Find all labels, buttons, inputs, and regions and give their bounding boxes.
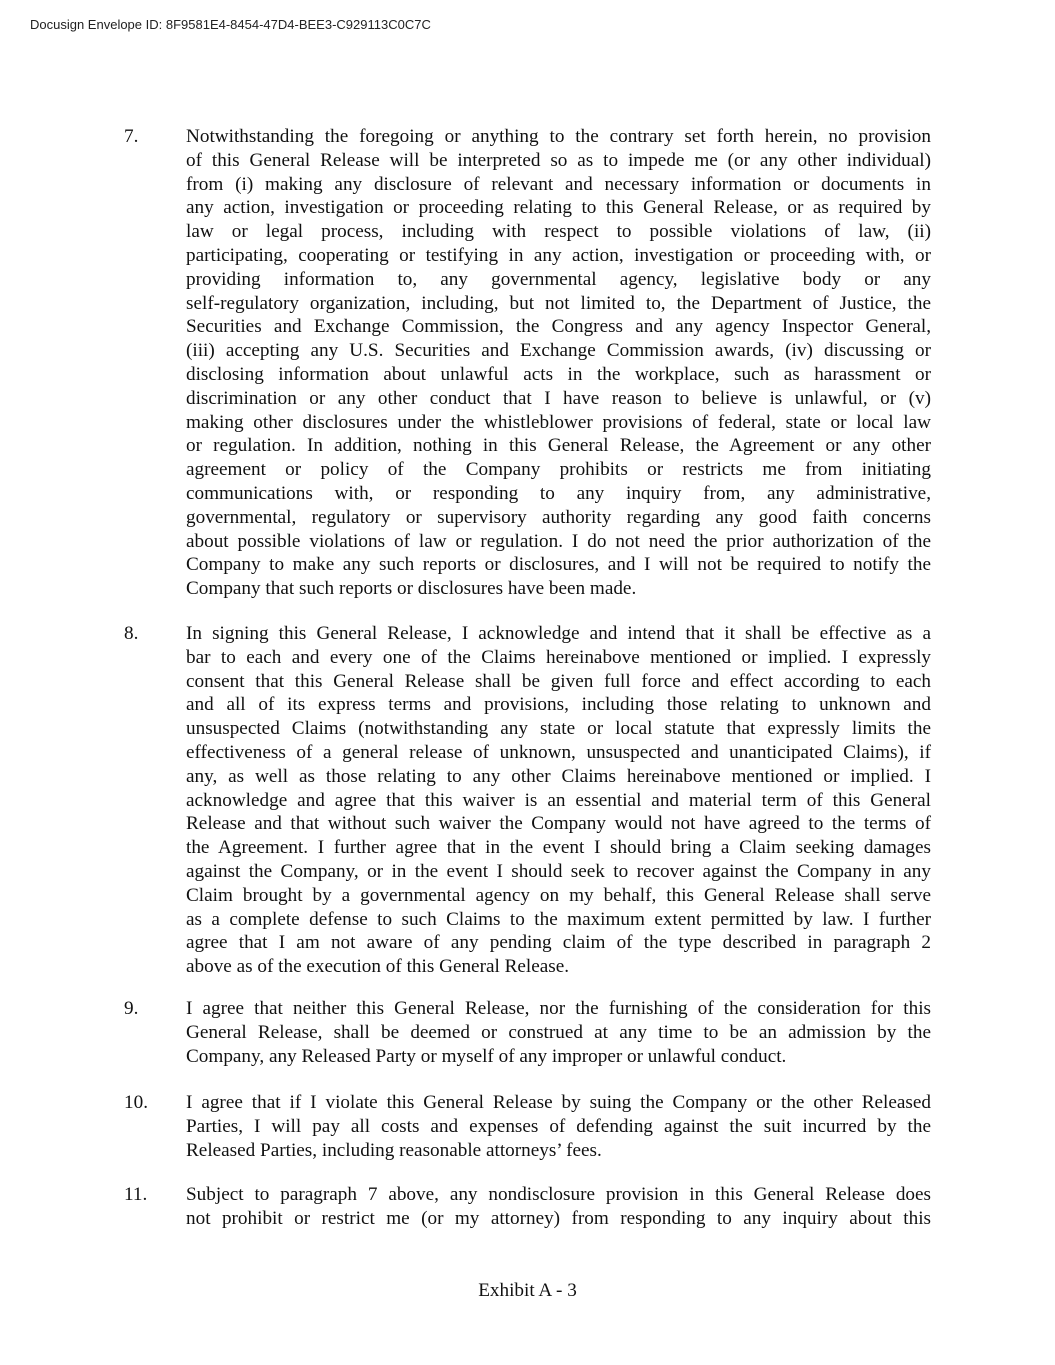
text-line [186, 506, 931, 530]
text-line [186, 836, 931, 860]
text-line-content: agree that I am not aware of any pending claim of the type described in paragraph 2 [186, 932, 931, 954]
text-line-content: from (i) making any disclosure of relevant and necessary information or documents in [186, 173, 931, 195]
text-line [186, 812, 931, 836]
paragraph-text [186, 622, 931, 979]
text-line-content: Company to make any such reports or disclosures, and I will not be required to notify the [186, 554, 931, 576]
text-line [186, 434, 931, 458]
text-line [186, 860, 931, 884]
text-line-content: Subject to paragraph 7 above, any nondisclosure provision in this General Release does [186, 1184, 931, 1205]
text-line [186, 622, 931, 646]
text-line [186, 765, 931, 789]
text-line-content: Securities and Exchange Commission, the Congress and any agency Inspector General, [186, 316, 931, 338]
text-line [186, 1207, 931, 1231]
text-line-content: self-regulatory organization, including, but not limited to, the Department of Justice, the [186, 292, 931, 314]
paragraph-number: 7. [124, 126, 139, 147]
text-line-content: participating, cooperating or testifying in any action, investigation or proceeding with, or [186, 244, 931, 266]
text-line [186, 997, 931, 1021]
text-line-content: consent that this General Release shall be given full force and effect according to each [186, 670, 931, 692]
text-line-content: Notwithstanding the foregoing or anything to the contrary set forth herein, no provision [186, 126, 931, 147]
text-line-content: effectiveness of a general release of unknown, unsuspected and unanticipated Claims), if [186, 741, 931, 763]
text-line [186, 884, 931, 908]
text-line-content: bar to each and every one of the Claims hereinabove mentioned or implied. I expressly [186, 646, 931, 668]
text-line-content: (iii) accepting any U.S. Securities and Exchange Commission awards, (iv) discussing or [186, 340, 931, 362]
text-line [186, 363, 931, 387]
paragraph-text [186, 997, 931, 1068]
paragraph-number: 11. [124, 1184, 148, 1205]
text-line [186, 482, 931, 506]
text-line [186, 458, 931, 482]
text-line [186, 268, 931, 292]
text-line-content: I agree that if I violate this General Release by suing the Company or the other Released [186, 1092, 931, 1113]
text-line-content: not prohibit or restrict me (or my attorney) from responding to any inquiry about this [186, 1207, 931, 1229]
text-line-content: communications with, or responding to any inquiry from, any administrative, [186, 482, 931, 504]
text-line [186, 670, 931, 694]
text-line-content: against the Company, or in the event I should seek to recover against the Company in any [186, 860, 931, 882]
text-line [186, 292, 931, 316]
paragraph-number: 8. [124, 623, 139, 644]
text-line [186, 693, 931, 717]
text-line [186, 411, 931, 435]
page-footer: Exhibit A - 3 [478, 1280, 577, 1301]
text-line [186, 1091, 931, 1115]
text-line [186, 125, 931, 149]
text-line-content: or regulation. In addition, nothing in this General Release, the Agreement or any other [186, 435, 931, 457]
text-line-content: Release and that without such waiver the Company would not have agreed to the terms of [186, 813, 931, 835]
text-line [186, 1045, 931, 1069]
text-line [186, 908, 931, 932]
text-line [186, 149, 931, 173]
text-line [186, 646, 931, 670]
text-line [186, 339, 931, 363]
text-line [186, 196, 931, 220]
text-line-content: Claim brought by a governmental agency on my behalf, this General Release shall serve [186, 884, 931, 906]
text-line [186, 244, 931, 268]
text-line [186, 387, 931, 411]
text-line-content: above as of the execution of this General Release. [186, 956, 570, 978]
text-line [186, 577, 931, 601]
text-line [186, 741, 931, 765]
text-line-content: governmental, regulatory or supervisory authority regarding any good faith concerns [186, 506, 931, 528]
text-line [186, 553, 931, 577]
text-line-content: any, as well as those relating to any other Claims hereinabove mentioned or implied. I [186, 765, 931, 787]
text-line-content: any action, investigation or proceeding relating to this General Release, or as required by [186, 197, 931, 219]
text-line-content: In signing this General Release, I acknowledge and intend that it shall be effective as a [186, 623, 931, 644]
text-line [186, 1115, 931, 1139]
text-line-content: discrimination or any other conduct that I have reason to believe is unlawful, or (v) [186, 387, 931, 409]
text-line-content: Company that such reports or disclosures have been made. [186, 578, 637, 600]
paragraph-text [186, 1091, 931, 1162]
text-line [186, 220, 931, 244]
text-line-content: acknowledge and agree that this waiver is an essential and material term of this General [186, 789, 931, 811]
docusign-envelope-id: Docusign Envelope ID: 8F9581E4-8454-47D4-BEE3-C929113C0C7C [30, 17, 431, 32]
paragraph-text [186, 125, 931, 601]
text-line [186, 173, 931, 197]
text-line [186, 717, 931, 741]
text-line-content: Parties, I will pay all costs and expenses of defending against the suit incurred by the [186, 1115, 931, 1137]
text-line-content: providing information to, any governmental agency, legislative body or any [186, 268, 931, 290]
text-line-content: disclosing information about unlawful acts in the workplace, such as harassment or [186, 363, 931, 385]
paragraph-number: 10. [124, 1092, 148, 1113]
text-line [186, 1021, 931, 1045]
text-line-content: about possible violations of law or regulation. I do not need the prior authorization of the [186, 530, 931, 552]
text-line-content: making other disclosures under the whistleblower provisions of federal, state or local law [186, 411, 931, 433]
text-line [186, 315, 931, 339]
text-line-content: General Release, shall be deemed or construed at any time to be an admission by the [186, 1021, 931, 1043]
text-line [186, 1183, 931, 1207]
text-line [186, 530, 931, 554]
text-line-content: Company, any Released Party or myself of any improper or unlawful conduct. [186, 1045, 787, 1067]
paragraph-text [186, 1183, 931, 1231]
text-line [186, 931, 931, 955]
text-line-content: law or legal process, including with respect to possible violations of law, (ii) [186, 221, 931, 243]
text-line [186, 789, 931, 813]
text-line [186, 1139, 931, 1163]
text-line [186, 955, 931, 979]
text-line-content: agreement or policy of the Company prohibits or restricts me from initiating [186, 459, 931, 481]
paragraph-number: 9. [124, 998, 139, 1019]
text-line-content: unsuspected Claims (notwithstanding any state or local statute that expressly limits the [186, 718, 931, 740]
text-line-content: and all of its express terms and provisions, including those relating to unknown and [186, 694, 931, 716]
text-line-content: Released Parties, including reasonable attorneys’ fees. [186, 1139, 602, 1161]
text-line-content: as a complete defense to such Claims to the maximum extent permitted by law. I further [186, 908, 931, 930]
text-line-content: I agree that neither this General Release, nor the furnishing of the consideration for this [186, 998, 931, 1019]
text-line-content: of this General Release will be interpreted so as to impede me (or any other individual) [186, 149, 931, 171]
text-line-content: the Agreement. I further agree that in the event I should bring a Claim seeking damages [186, 837, 931, 859]
